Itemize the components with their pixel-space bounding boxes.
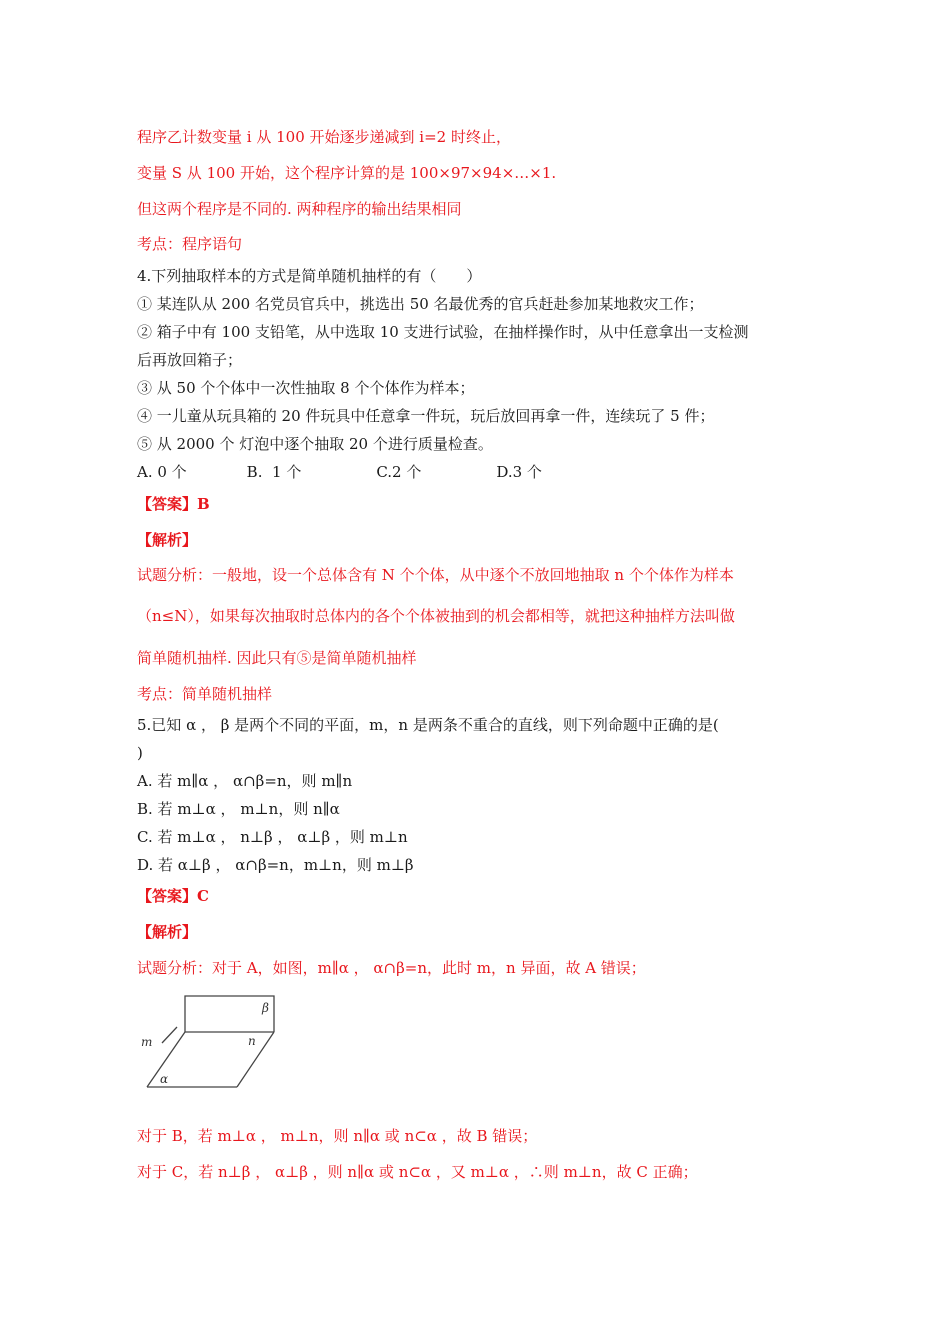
label-beta: β: [262, 1001, 269, 1015]
question-4-item-3: ③ 从 50 个个体中一次性抽取 8 个个体作为样本；: [137, 379, 475, 397]
topic-line-1: 考点：程序语句: [137, 235, 243, 253]
question-5-option-c: C. 若 m⊥α ， n⊥β ， α⊥β ，则 m⊥n: [137, 828, 408, 846]
plane-beta-edge: [185, 996, 274, 1032]
question-5-stem: 5.已知 α ， β 是两个不同的平面，m，n 是两条不重合的直线，则下列命题中正确的是(: [137, 716, 719, 734]
question-4-item-2: ② 箱子中有 100 支铅笔，从中选取 10 支进行试验，在抽样操作时，从中任意拿出一支检测: [137, 323, 749, 341]
text-line-2: 变量 S 从 100 开始，这个程序计算的是 100×97×94×…×1.: [137, 164, 557, 182]
question-5-option-b: B. 若 m⊥α ， m⊥n，则 n∥α: [137, 800, 340, 818]
answer-5: 【答案】C: [137, 887, 209, 905]
analysis-5-line-3: 对于 C，若 n⊥β ， α⊥β ，则 n∥α 或 n⊂α ，又 m⊥α ，∴则 m⊥n，故 C 正确；: [137, 1163, 698, 1181]
line-m: [162, 1027, 177, 1043]
text-line-3: 但这两个程序是不同的. 两种程序的输出结果相同: [137, 200, 462, 218]
question-5-stem-cont: ): [137, 744, 143, 762]
question-4-item-1: ① 某连队从 200 名党员官兵中，挑选出 50 名最优秀的官兵赶赴参加某地救灾工作；: [137, 295, 704, 313]
label-m: m: [141, 1035, 153, 1049]
topic-line-2: 考点：简单随机抽样: [137, 685, 273, 703]
question-5-option-d: D. 若 α⊥β ， α∩β=n，m⊥n，则 m⊥β: [137, 856, 414, 874]
question-4-item-5: ⑤ 从 2000 个 灯泡中逐个抽取 20 个进行质量检查。: [137, 435, 493, 453]
label-alpha: α: [160, 1072, 169, 1086]
analysis-4-line-1: 试题分析：一般地，设一个总体含有 N 个个体，从中逐个不放回地抽取 n 个个体作为样本: [137, 566, 734, 584]
label-n: n: [248, 1034, 256, 1048]
question-5-option-a: A. 若 m∥α ， α∩β=n，则 m∥n: [137, 772, 353, 790]
answer-4: 【答案】B: [137, 495, 210, 513]
analysis-4-line-3: 简单随机抽样. 因此只有⑤是简单随机抽样: [137, 649, 417, 667]
text-line-1: 程序乙计数变量 i 从 100 开始逐步递减到 i=2 时终止，: [137, 128, 511, 146]
analysis-5-line-2: 对于 B，若 m⊥α ， m⊥n，则 n∥α 或 n⊂α ，故 B 错误；: [137, 1127, 538, 1145]
analysis-5-line-1: 试题分析：对于 A，如图，m∥α ， α∩β=n，此时 m，n 异面，故 A 错误；: [137, 959, 646, 977]
analysis-heading-5: 【解析】: [137, 923, 198, 941]
planes-figure: [137, 990, 287, 1095]
question-4-item-2-cont: 后再放回箱子；: [137, 351, 243, 369]
question-4-options: A. 0 个 B. 1 个 C.2 个 D.3 个: [137, 463, 542, 481]
analysis-heading-4: 【解析】: [137, 531, 198, 549]
analysis-4-line-2: （n≤N），如果每次抽取时总体内的各个个体被抽到的机会都相等，就把这种抽样方法叫做: [137, 607, 735, 625]
question-4-item-4: ④ 一儿童从玩具箱的 20 件玩具中任意拿一件玩，玩后放回再拿一件，连续玩了 5 件；: [137, 407, 715, 425]
question-4-stem: 4.下列抽取样本的方式是简单随机抽样的有（ ）: [137, 267, 482, 285]
